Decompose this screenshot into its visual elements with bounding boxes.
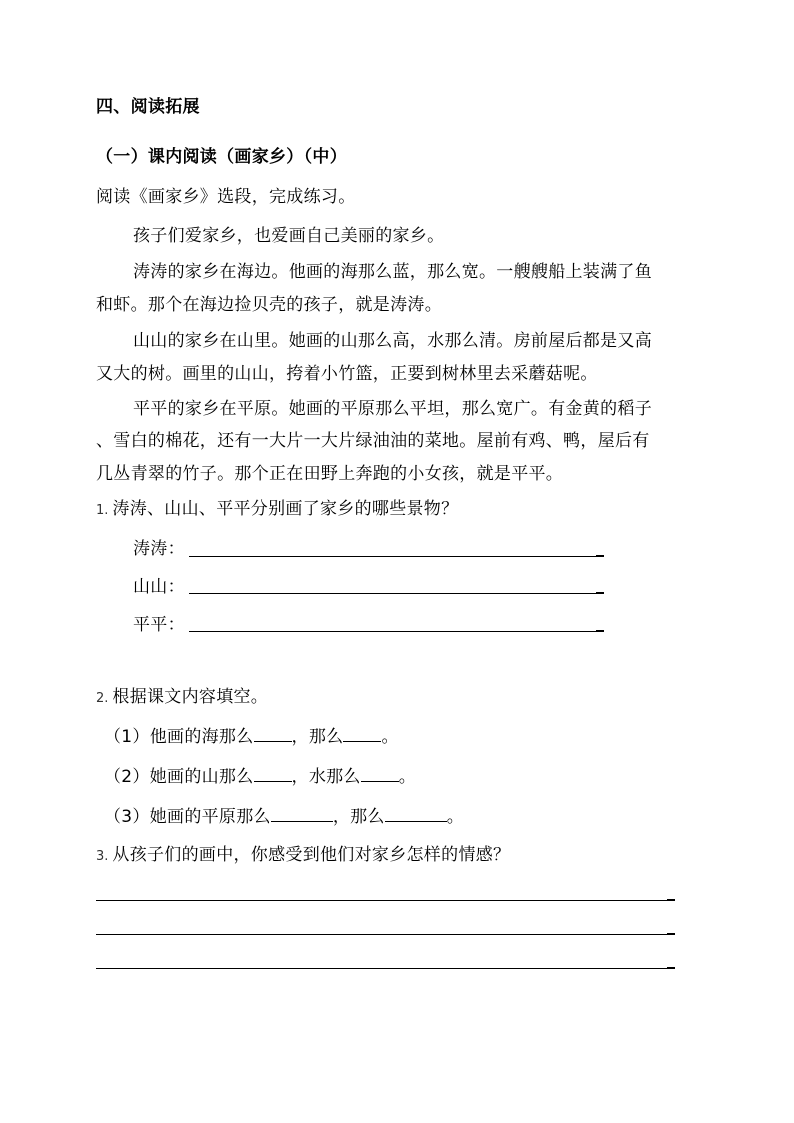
fill-item-text: 她画的山那么 [149,767,254,787]
answer-line-q3-1[interactable] [96,900,668,901]
question-3 [96,844,510,868]
fill-blank[interactable] [254,767,292,782]
fill-item-text: 她画的平原那么 [149,807,271,827]
fill-item-text: ，水那么 [291,767,361,787]
answer-label-pingping: 平平： [133,615,185,635]
fill-item-text: 。 [446,807,465,827]
passage-paragraph-2-line-1: 涛涛的家乡在海边。他画的海那么蓝，那么宽。一艘艘船上装满了鱼 [133,262,652,282]
instruction: 阅读《画家乡》选段，完成练习。 [96,187,356,207]
answer-line-q3-2[interactable] [96,934,668,935]
answer-line-end [667,933,675,935]
fill-item-text: ，那么 [332,807,385,827]
passage-paragraph-1: 孩子们爱家乡，也爱画自己美丽的家乡。 [133,226,445,246]
fill-blank[interactable] [343,727,381,742]
answer-line-end [596,592,604,594]
fill-blank[interactable] [361,767,399,782]
answer-line-q3-3[interactable] [96,968,668,969]
answer-line-end [596,555,604,557]
fill-blank[interactable] [254,727,292,742]
passage-paragraph-3-line-2: 又大的树。画里的山山，挎着小竹篮，正要到树林里去采蘑菇呢。 [96,364,598,384]
passage-paragraph-4-line-3: 几丛青翠的竹子。那个正在田野上奔跑的小女孩，就是平平。 [96,464,564,484]
answer-line-end [667,967,675,969]
passage-paragraph-2-line-2: 和虾。那个在海边捡贝壳的孩子，就是涛涛。 [96,295,442,315]
fill-item-1 [104,726,399,748]
fill-item-label: （3） [104,807,150,827]
passage-paragraph-4-line-2: 、雪白的棉花，还有一大片一大片绿油油的菜地。屋前有鸡、鸭，屋后有 [96,431,650,451]
question-2-number: 2. [96,691,109,706]
answer-line-end [596,630,604,632]
fill-item-text: 他画的海那么 [149,727,254,747]
question-1-number: 1. [96,503,109,518]
question-3-number: 3. [96,849,109,864]
fill-item-text: 。 [398,767,417,787]
fill-item-text: ，那么 [291,727,344,747]
fill-item-label: （1） [104,727,150,747]
fill-item-text: 。 [381,727,399,747]
fill-blank[interactable] [271,807,333,822]
fill-item-label: （2） [104,767,150,787]
answer-label-taotao: 涛涛： [133,539,185,559]
fill-item-3 [104,806,464,828]
question-1-text: 涛涛、山山、平平分别画了家乡的哪些景物？ [112,499,459,519]
question-1 [96,498,458,522]
fill-blank[interactable] [385,807,447,822]
passage-paragraph-4-line-1: 平平的家乡在平原。她画的平原那么平坦，那么宽广。有金黄的稻子 [133,399,652,419]
answer-line-end [667,899,675,901]
answer-line-taotao[interactable] [189,556,597,557]
answer-label-shanshan: 山山： [133,577,185,597]
question-2 [96,686,268,710]
answer-line-pingping[interactable] [189,631,597,632]
fill-item-2 [104,766,416,788]
passage-paragraph-3-line-1: 山山的家乡在山里。她画的山那么高，水那么清。房前屋后都是又高 [133,331,652,351]
question-2-text: 根据课文内容填空。 [112,687,269,707]
subsection-title: （一）课内阅读（画家乡）（中） [96,147,347,167]
question-3-text: 从孩子们的画中，你感受到他们对家乡怎样的情感？ [112,845,511,865]
section-title: 四、阅读拓展 [96,97,200,117]
answer-line-shanshan[interactable] [189,593,597,594]
